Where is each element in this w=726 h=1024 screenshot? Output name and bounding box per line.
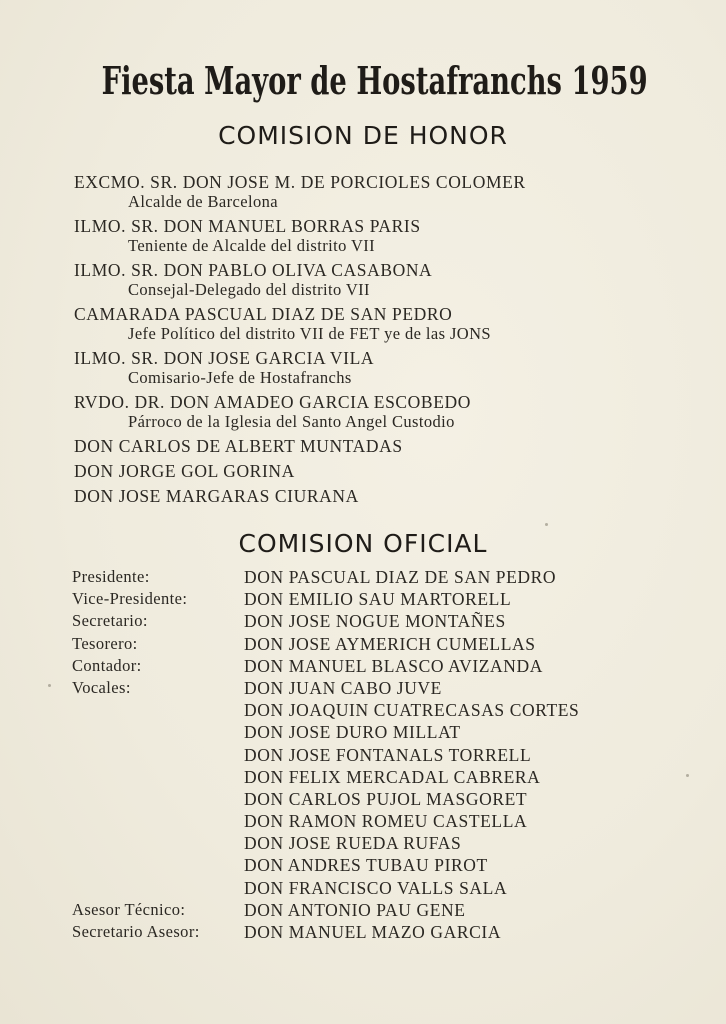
official-row: [72, 589, 712, 611]
honor-entry-role: Párroco de la Iglesia del Santo Angel Custodio: [128, 412, 455, 431]
official-role-label: Presidente:: [72, 567, 150, 586]
official-member-name: DON JOAQUIN CUATRECASAS CORTES: [244, 700, 580, 721]
honor-entry-role: Teniente de Alcalde del distrito VII: [128, 236, 376, 255]
official-member-name: DON FELIX MERCADAL CABRERA: [244, 766, 541, 787]
honor-heading: COMISION DE HONOR: [218, 121, 508, 150]
honor-entry-name: EXCMO. SR. DON JOSE M. DE PORCIOLES COLOMER: [74, 172, 526, 192]
official-member-name: DON JOSE AYMERICH CUMELLAS: [244, 633, 536, 654]
honor-entry: [74, 348, 694, 392]
honor-entry: [74, 392, 694, 436]
official-role-label: Contador:: [72, 655, 142, 675]
official-member-name: DON FRANCISCO VALLS SALA: [244, 877, 508, 898]
official-row: [72, 767, 712, 789]
official-member-name: DON JOSE DURO MILLAT: [244, 722, 461, 743]
official-row: [72, 789, 712, 811]
official-role-label: Vocales:: [72, 677, 131, 697]
paper-speck: [686, 774, 689, 777]
official-member-name: DON JUAN CABO JUVE: [244, 677, 442, 698]
official-member-name: DON JOSE FONTANALS TORRELL: [244, 744, 532, 765]
honor-entry: [74, 260, 694, 304]
honor-entry: [74, 216, 694, 260]
official-row: [72, 656, 712, 678]
honor-entry-role: Jefe Político del distrito VII de FET ye de las JONS: [128, 324, 491, 343]
official-role-label: Vice-Presidente:: [72, 589, 188, 609]
official-role-label: Secretario:: [72, 611, 148, 631]
paper-speck: [48, 684, 51, 687]
honor-entry-name: ILMO. SR. DON PABLO OLIVA CASABONA: [74, 260, 433, 280]
official-member-name: DON JOSE NOGUE MONTAÑES: [244, 611, 506, 632]
official-row: [72, 678, 712, 700]
oficial-heading: COMISION OFICIAL: [238, 529, 488, 558]
honor-entry-name: RVDO. DR. DON AMADEO GARCIA ESCOBEDO: [74, 392, 471, 412]
honor-entry-role: Consejal-Delegado del distrito VII: [128, 280, 370, 299]
official-row: [72, 855, 712, 877]
official-row: [72, 700, 712, 722]
official-row: [72, 567, 712, 589]
honor-entry-role: Comisario-Jefe de Hostafranchs: [128, 368, 352, 387]
official-row: [72, 833, 712, 855]
official-row: [72, 811, 712, 833]
honor-member: DON JOSE MARGARAS CIURANA: [74, 486, 359, 506]
official-row: [72, 878, 712, 900]
official-row: [72, 745, 712, 767]
official-member-name: DON RAMON ROMEU CASTELLA: [244, 811, 528, 832]
official-role-label: Secretario Asesor:: [72, 922, 200, 941]
official-member-name: DON CARLOS PUJOL MASGORET: [244, 788, 528, 809]
official-row: [72, 722, 712, 744]
honor-member: DON CARLOS DE ALBERT MUNTADAS: [74, 436, 403, 456]
honor-entry-name: ILMO. SR. DON JOSE GARCIA VILA: [74, 348, 375, 368]
official-member-name: DON PASCUAL DIAZ DE SAN PEDRO: [244, 567, 557, 587]
official-member-name: DON ANDRES TUBAU PIROT: [244, 855, 488, 876]
official-member-name: DON JOSE RUEDA RUFAS: [244, 833, 462, 854]
paper-speck: [545, 523, 548, 526]
official-row: [72, 611, 712, 633]
official-row: [72, 900, 712, 922]
official-role-label: Tesorero:: [72, 633, 138, 653]
official-row: [72, 922, 712, 944]
honor-entry: [74, 172, 694, 216]
honor-committee-list: [74, 172, 694, 511]
official-member-name: DON MANUEL MAZO GARCIA: [244, 922, 502, 942]
honor-member: DON JORGE GOL GORINA: [74, 461, 295, 481]
official-member-name: DON MANUEL BLASCO AVIZANDA: [244, 655, 544, 676]
honor-entry: [74, 304, 694, 348]
page-title: Fiesta Mayor de Hostafranchs 1959: [101, 58, 648, 103]
official-member-name: DON EMILIO SAU MARTORELL: [244, 589, 512, 610]
official-row: [72, 634, 712, 656]
official-role-label: Asesor Técnico:: [72, 899, 186, 919]
honor-entry-name: ILMO. SR. DON MANUEL BORRAS PARIS: [74, 216, 421, 236]
official-member-name: DON ANTONIO PAU GENE: [244, 899, 466, 920]
official-committee-list: [72, 567, 712, 944]
honor-entry-role: Alcalde de Barcelona: [128, 192, 279, 211]
honor-entry-name: CAMARADA PASCUAL DIAZ DE SAN PEDRO: [74, 304, 453, 324]
